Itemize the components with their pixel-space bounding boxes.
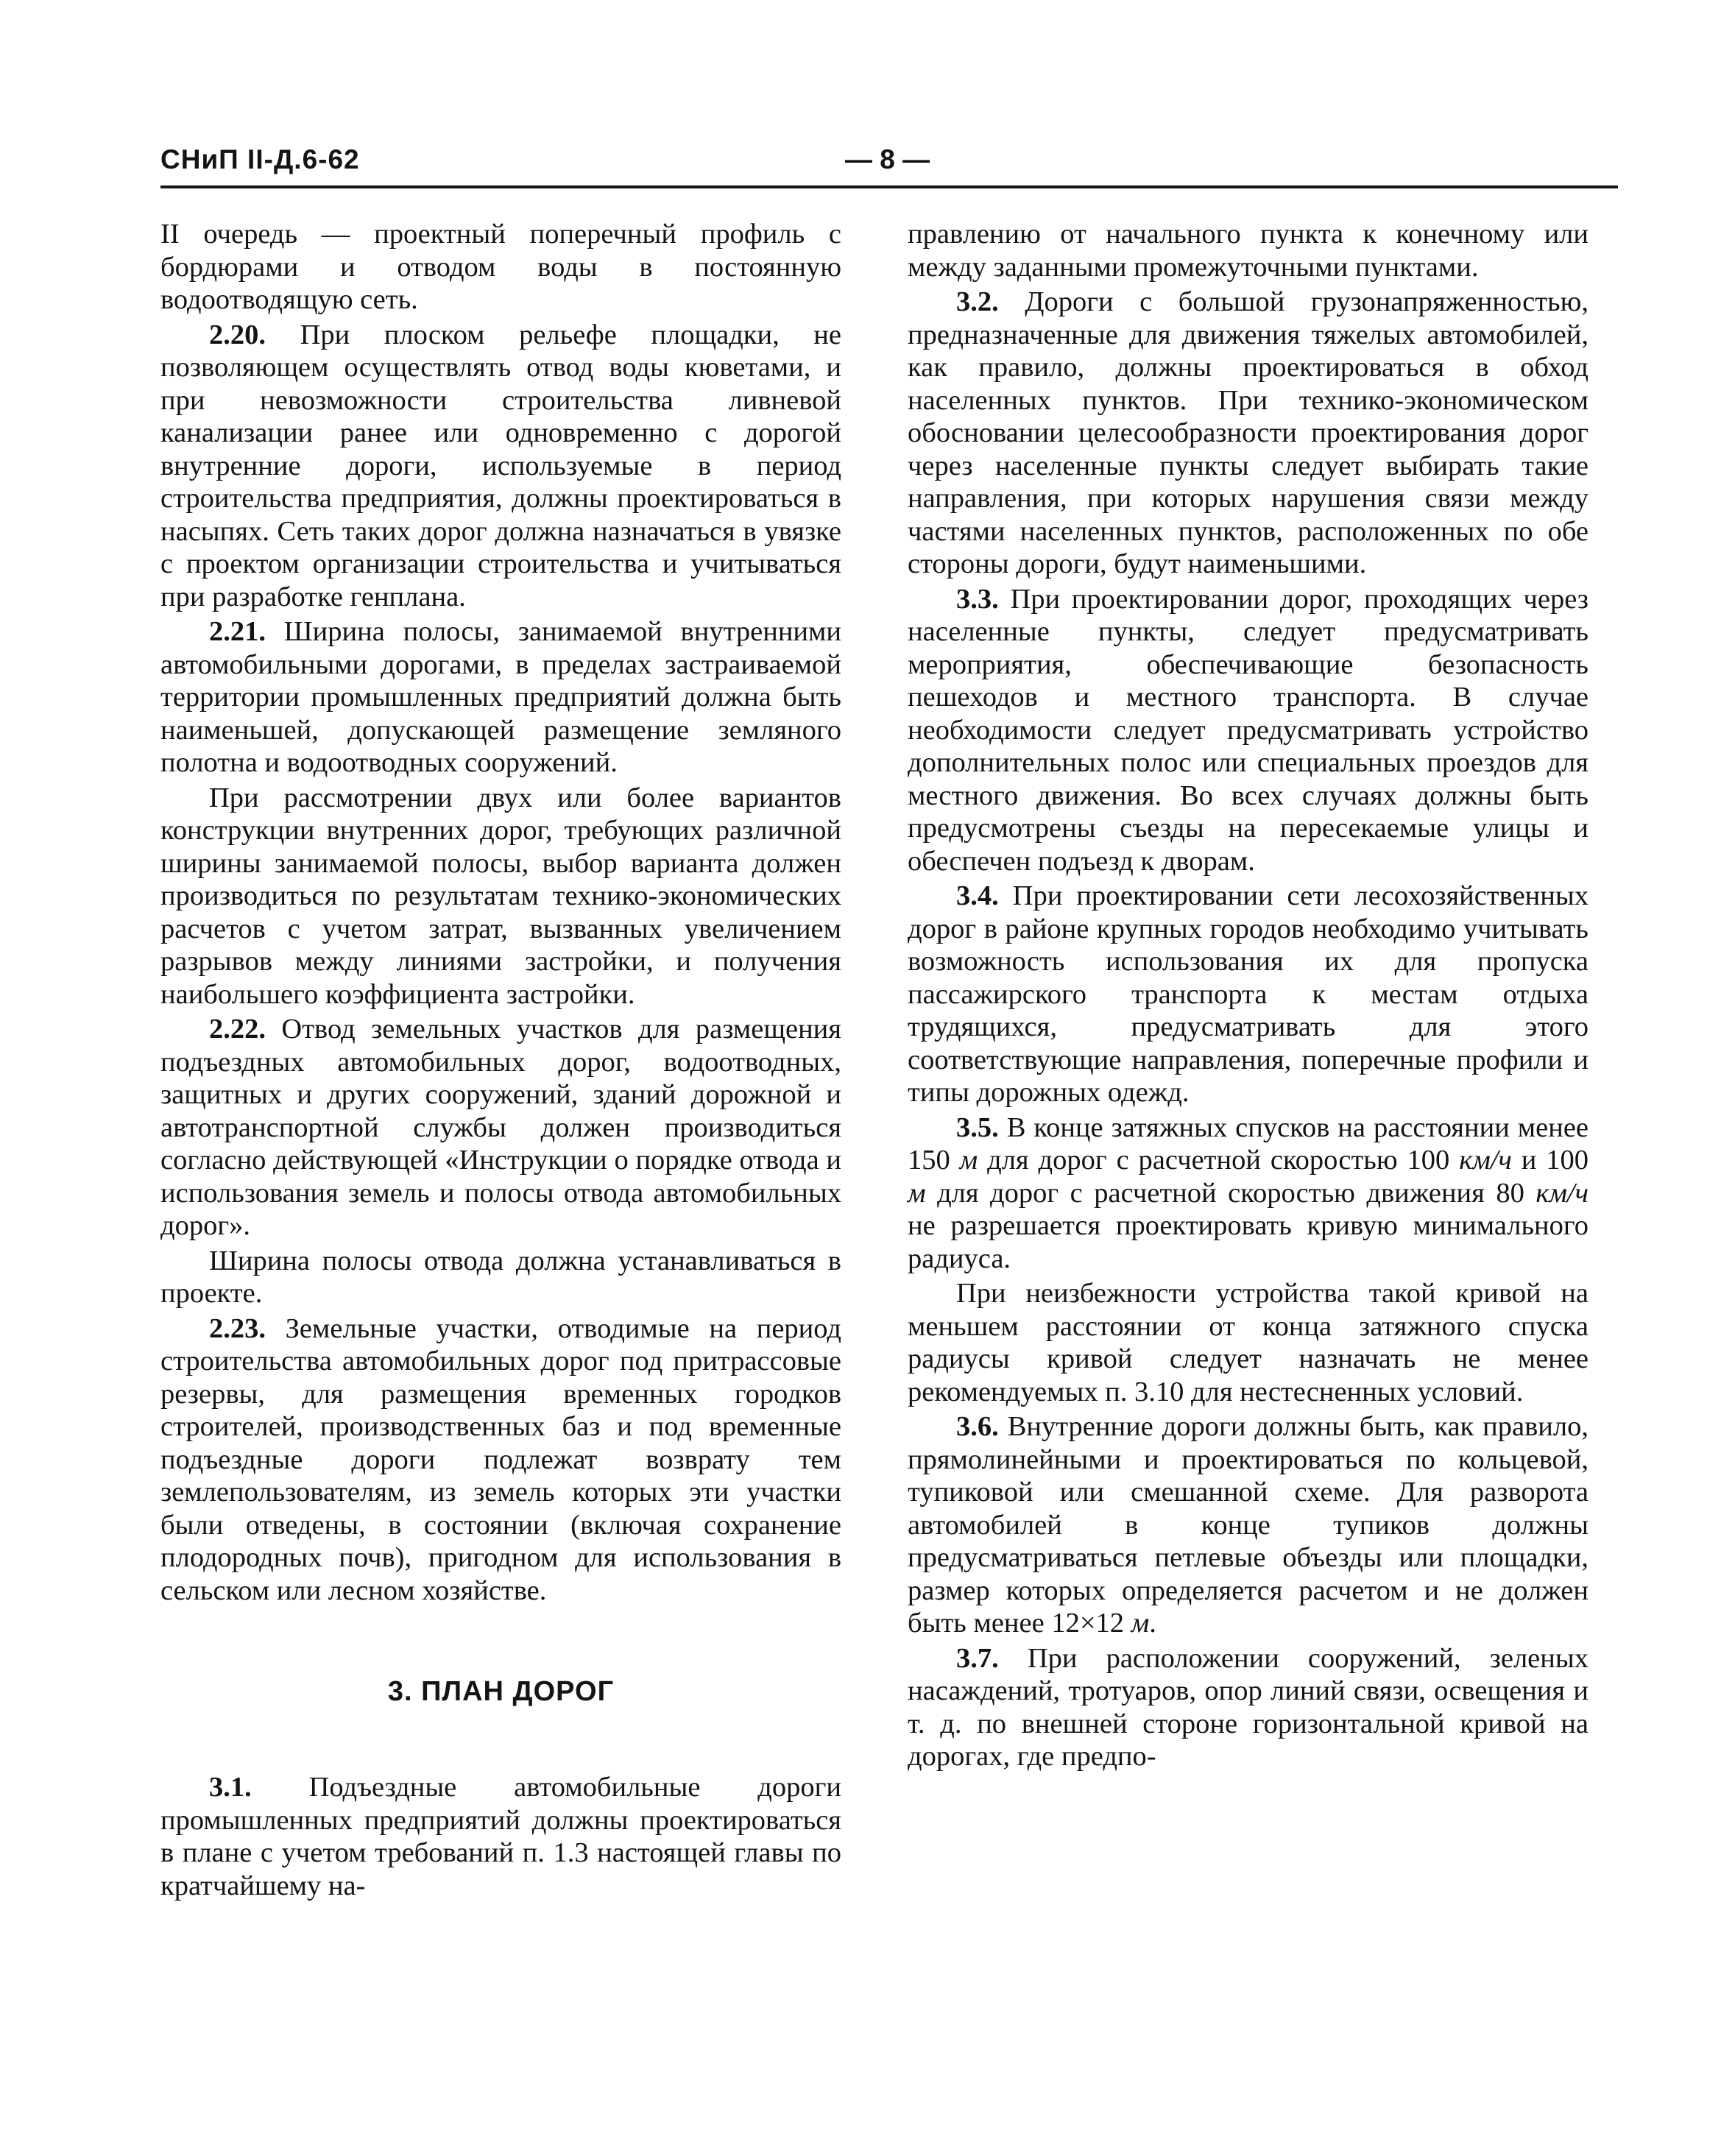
clause-text: Дороги с большой грузонапряженностью, предназначенные для движения тяжелых автомобилей, как правило, должны проектироваться в обход населенных пунктов. При технико-экономическом обосновании целесообразности проектирования дорог через населенные пункты следует выбирать такие направления, при которых нарушения связи между частями населенных пунктов, расположенных по обе стороны дороги, будут наименьшими.	[908, 286, 1589, 579]
clause-number: 2.21.	[209, 616, 266, 647]
clause-text: .	[1149, 1608, 1156, 1639]
clause-number: 3.6.	[956, 1411, 999, 1442]
clause-text: Подъездные автомобильные дороги промышленных предприятий должны проектироваться в плане с учетом требований п. 1.3 настоящей главы по кратчайшему на-	[160, 1772, 841, 1901]
left-column	[160, 218, 841, 1902]
clause-text: При проектировании сети лесохозяйственных дорог в районе крупных городов необходимо учитывать возможность использования их для пропуска пассажирского транспорта к местам отдыха трудящихся, предусматривать для этого соответствующие направления, поперечные профили и типы дорожных одежд.	[908, 880, 1589, 1108]
clause-2-20	[160, 319, 841, 614]
clause-text: Внутренние дороги должны быть, как правило, прямолинейными и проектироваться по кольцевой, тупиковой или смешанной схеме. Для разворота автомобилей в конце тупиков должны предусматриваться петлевые объезды или площадки, размер которых определяется расчетом и не должен быть менее 12×12	[908, 1411, 1589, 1639]
paragraph-continuation: II очередь — проектный поперечный профиль с бордюрами и отводом воды в постоянную водоотводящую сеть.	[160, 219, 841, 315]
unit: км/ч	[1536, 1177, 1589, 1209]
unit: м	[959, 1145, 978, 1176]
paragraph: При рассмотрении двух или более вариантов конструкции внутренних дорог, требующих различной ширины занимаемой полосы, выбор варианта должен производиться по результатам технико-экономических расчетов с учетом затрат, вызванных увеличением разрывов между линиями застройки, и получения наибольшего коэффициента застройки.	[160, 782, 841, 1010]
document-code: СНиП II-Д.6-62	[160, 144, 360, 174]
clause-number: 3.7.	[956, 1642, 999, 1674]
clause-2-22	[160, 1013, 841, 1243]
clause-number: 2.22.	[209, 1014, 266, 1045]
paragraph: При неизбежности устройства такой кривой на меньшем расстоянии от конца затяжного спуска радиусы кривой следует назначать не менее рекомендуемых п. 3.10 для нестесненных условий.	[908, 1278, 1589, 1407]
clause-2-21	[160, 615, 841, 780]
clause-number: 3.5.	[956, 1111, 999, 1143]
clause-3-6	[908, 1410, 1589, 1640]
clause-text: для дорог с расчетной скоростью 100	[978, 1145, 1460, 1176]
unit: м	[908, 1177, 926, 1209]
clause-text: и 100	[1511, 1145, 1589, 1176]
clause-text: для дорог с расчетной скоростью движения 80	[925, 1177, 1536, 1209]
page-header	[160, 144, 1618, 188]
clause-text: При проектировании дорог, проходящих через населенные пункты, следует предусматривать мероприятия, обеспечивающие безопасность пешеходов и местного транспорта. В случае необходимости следует предусматривать устройство дополнительных полос или специальных проездов для местного движения. Во всех случаях должны быть предусмотрены съезды на пересекаемые улицы и обеспечен подъезд к дворам.	[908, 583, 1589, 877]
clause-2-23	[160, 1312, 841, 1608]
unit: км/ч	[1459, 1145, 1512, 1176]
clause-3-3	[908, 583, 1589, 878]
page-number: — 8 —	[845, 144, 930, 174]
clause-text: При плоском рельефе площадки, не позволяющем осуществлять отвод воды кюветами, и при невозможности строительства ливневой канализации ранее или одновременно с дорогой внутренние дороги, используемые в период строительства предприятия, должны проектироваться в насыпях. Сеть таких дорог должна назначаться в увязке с проектом организации строительства и учитываться при разработке генплана.	[160, 319, 841, 612]
clause-number: 2.23.	[209, 1312, 266, 1344]
clause-number: 3.1.	[209, 1772, 252, 1803]
section-title: 3. ПЛАН ДОРОГ	[387, 1676, 615, 1707]
clause-text: не разрешается проектировать кривую минимального радиуса.	[908, 1210, 1589, 1274]
clause-3-4	[908, 880, 1589, 1109]
clause-text: Ширина полосы, занимаемой внутренними автомобильными дорогами, в пределах застраиваемой территории промышленных предприятий должна быть наименьшей, допускающей размещение земляного полотна и водоотводных сооружений.	[160, 616, 841, 778]
clause-3-7	[908, 1642, 1589, 1773]
paragraph-continuation: правлению от начального пункта к конечному или между заданными промежуточными пунктами.	[908, 219, 1589, 283]
clause-number: 3.3.	[956, 583, 999, 615]
clause-text: В конце затяжных спусков на расстоянии менее 150	[908, 1111, 1589, 1176]
unit: м	[1131, 1608, 1150, 1639]
right-column	[908, 218, 1589, 1773]
clause-text: При расположении сооружений, зеленых насаждений, тротуаров, опор линий связи, освещения и т. д. по внешней стороне горизонтальной кривой на дорогах, где предпо-	[908, 1642, 1589, 1772]
clause-number: 3.4.	[956, 880, 999, 911]
clause-3-2	[908, 286, 1589, 581]
clause-text: Земельные участки, отводимые на период строительства автомобильных дорог под притрассовые резервы, для размещения временных городков строителей, производственных баз и под временные подъездные дороги подлежат возврату тем землепользователям, из земель которых эти участки были отведены, в состоянии (включая сохранение плодородных почв), пригодном для использования в сельском или лесном хозяйстве.	[160, 1312, 841, 1606]
paragraph: Ширина полосы отвода должна устанавливаться в проекте.	[160, 1245, 841, 1309]
clause-3-5	[908, 1111, 1589, 1276]
clause-3-1	[160, 1771, 841, 1902]
clause-number: 2.20.	[209, 319, 266, 350]
clause-text: Отвод земельных участков для размещения подъездных автомобильных дорог, водоотводных, защитных и других сооружений, зданий дорожной и автотранспортной службы должен производиться согласно действующей «Инструкции о порядке отвода и использования земель и полосы отвода автомобильных дорог».	[160, 1014, 841, 1241]
clause-number: 3.2.	[956, 286, 999, 317]
